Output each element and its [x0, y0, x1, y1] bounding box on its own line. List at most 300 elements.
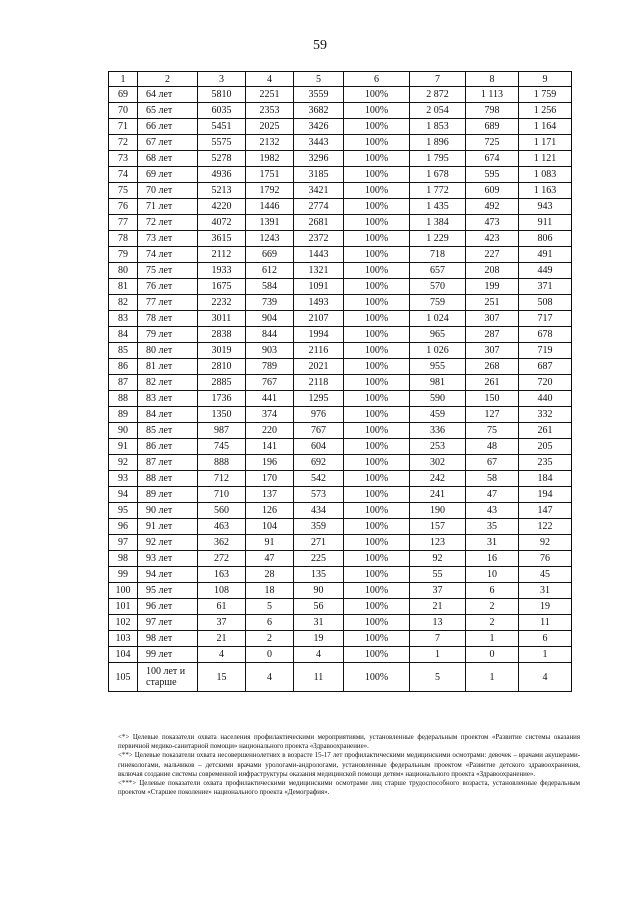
age-cell: 99 лет [138, 647, 198, 663]
value-cell: 1295 [294, 391, 344, 407]
value-cell: 100% [344, 407, 410, 423]
row-number-cell: 87 [109, 375, 138, 391]
value-cell: 100% [344, 487, 410, 503]
value-cell: 595 [466, 167, 519, 183]
value-cell: 3682 [294, 103, 344, 119]
value-cell: 678 [519, 327, 572, 343]
value-cell: 725 [466, 135, 519, 151]
value-cell: 2 054 [410, 103, 466, 119]
table-row [109, 135, 572, 151]
value-cell: 976 [294, 407, 344, 423]
age-cell: 77 лет [138, 295, 198, 311]
age-cell: 79 лет [138, 327, 198, 343]
value-cell: 2 [246, 631, 294, 647]
value-cell: 1 024 [410, 311, 466, 327]
row-number-cell: 82 [109, 295, 138, 311]
age-cell: 95 лет [138, 583, 198, 599]
age-cell: 81 лет [138, 359, 198, 375]
value-cell: 302 [410, 455, 466, 471]
value-cell: 2116 [294, 343, 344, 359]
value-cell: 955 [410, 359, 466, 375]
value-cell: 47 [466, 487, 519, 503]
value-cell: 6 [466, 583, 519, 599]
age-cell: 84 лет [138, 407, 198, 423]
age-cell: 80 лет [138, 343, 198, 359]
table-row [109, 423, 572, 439]
value-cell: 1 026 [410, 343, 466, 359]
value-cell: 767 [294, 423, 344, 439]
value-cell: 251 [466, 295, 519, 311]
data-table [108, 71, 572, 692]
value-cell: 5 [246, 599, 294, 615]
value-cell: 100% [344, 327, 410, 343]
value-cell: 67 [466, 455, 519, 471]
age-cell: 66 лет [138, 119, 198, 135]
value-cell: 35 [466, 519, 519, 535]
row-number-cell: 104 [109, 647, 138, 663]
value-cell: 1 853 [410, 119, 466, 135]
value-cell: 21 [198, 631, 246, 647]
value-cell: 61 [198, 599, 246, 615]
value-cell: 307 [466, 343, 519, 359]
footnote: <**> Целевые показатели охвата несовершеннолетних в возрасте 15-17 лет профилактическими медицинскими осмотрами: девочек – врачами акушерами-гинекологами, мальчиков – детскими врачами урологами-андрологами, установленные федеральным проектом «Развитие детского здравоохранения, включая создание системы современной инфраструктуры оказания медицинской помощи детям» национального проекта «Здравоохранение». [118, 752, 580, 778]
value-cell: 1736 [198, 391, 246, 407]
value-cell: 225 [294, 551, 344, 567]
value-cell: 687 [519, 359, 572, 375]
header-cell: 8 [466, 72, 519, 87]
age-cell: 92 лет [138, 535, 198, 551]
table-row [109, 535, 572, 551]
row-number-cell: 73 [109, 151, 138, 167]
age-cell: 98 лет [138, 631, 198, 647]
value-cell: 28 [246, 567, 294, 583]
row-number-cell: 75 [109, 183, 138, 199]
value-cell: 371 [519, 279, 572, 295]
table-row [109, 599, 572, 615]
footnote: <*> Целевые показатели охвата населения профилактическими мероприятиями, установленные федеральным проектом «Развитие системы оказания первичной медико-санитарной помощи» национального проекта «Здравоохранение». [118, 734, 580, 751]
age-cell: 89 лет [138, 487, 198, 503]
table-row [109, 231, 572, 247]
table-row [109, 631, 572, 647]
value-cell: 2 872 [410, 87, 466, 103]
value-cell: 911 [519, 215, 572, 231]
value-cell: 604 [294, 439, 344, 455]
value-cell: 15 [198, 663, 246, 692]
value-cell: 888 [198, 455, 246, 471]
value-cell: 332 [519, 407, 572, 423]
value-cell: 6035 [198, 103, 246, 119]
table-row [109, 615, 572, 631]
value-cell: 3011 [198, 311, 246, 327]
row-number-cell: 78 [109, 231, 138, 247]
row-number-cell: 74 [109, 167, 138, 183]
value-cell: 657 [410, 263, 466, 279]
row-number-cell: 94 [109, 487, 138, 503]
value-cell: 220 [246, 423, 294, 439]
value-cell: 1443 [294, 247, 344, 263]
value-cell: 122 [519, 519, 572, 535]
value-cell: 100% [344, 135, 410, 151]
age-cell: 65 лет [138, 103, 198, 119]
row-number-cell: 70 [109, 103, 138, 119]
value-cell: 5451 [198, 119, 246, 135]
value-cell: 739 [246, 295, 294, 311]
value-cell: 590 [410, 391, 466, 407]
table-row [109, 247, 572, 263]
value-cell: 459 [410, 407, 466, 423]
value-cell: 91 [246, 535, 294, 551]
value-cell: 100% [344, 215, 410, 231]
value-cell: 100% [344, 87, 410, 103]
value-cell: 1321 [294, 263, 344, 279]
value-cell: 2838 [198, 327, 246, 343]
value-cell: 609 [466, 183, 519, 199]
value-cell: 242 [410, 471, 466, 487]
value-cell: 37 [198, 615, 246, 631]
value-cell: 100% [344, 439, 410, 455]
value-cell: 11 [519, 615, 572, 631]
value-cell: 5 [410, 663, 466, 692]
value-cell: 3615 [198, 231, 246, 247]
row-number-cell: 71 [109, 119, 138, 135]
header-cell: 5 [294, 72, 344, 87]
age-cell: 91 лет [138, 519, 198, 535]
value-cell: 1933 [198, 263, 246, 279]
value-cell: 31 [294, 615, 344, 631]
value-cell: 4 [294, 647, 344, 663]
value-cell: 253 [410, 439, 466, 455]
value-cell: 719 [519, 343, 572, 359]
age-cell: 71 лет [138, 199, 198, 215]
age-cell: 70 лет [138, 183, 198, 199]
value-cell: 100% [344, 583, 410, 599]
row-number-cell: 81 [109, 279, 138, 295]
value-cell: 2885 [198, 375, 246, 391]
table-row [109, 503, 572, 519]
age-cell: 83 лет [138, 391, 198, 407]
value-cell: 789 [246, 359, 294, 375]
age-cell: 78 лет [138, 311, 198, 327]
value-cell: 48 [466, 439, 519, 455]
value-cell: 100% [344, 183, 410, 199]
table-row [109, 583, 572, 599]
value-cell: 170 [246, 471, 294, 487]
value-cell: 100% [344, 247, 410, 263]
row-number-cell: 93 [109, 471, 138, 487]
value-cell: 55 [410, 567, 466, 583]
row-number-cell: 96 [109, 519, 138, 535]
value-cell: 75 [466, 423, 519, 439]
table-row [109, 103, 572, 119]
value-cell: 1994 [294, 327, 344, 343]
age-cell: 74 лет [138, 247, 198, 263]
value-cell: 2810 [198, 359, 246, 375]
value-cell: 261 [466, 375, 519, 391]
row-number-cell: 97 [109, 535, 138, 551]
value-cell: 19 [294, 631, 344, 647]
value-cell: 767 [246, 375, 294, 391]
table-row [109, 183, 572, 199]
value-cell: 560 [198, 503, 246, 519]
value-cell: 157 [410, 519, 466, 535]
page-number: 59 [313, 38, 327, 53]
value-cell: 2681 [294, 215, 344, 231]
value-cell: 241 [410, 487, 466, 503]
value-cell: 1 678 [410, 167, 466, 183]
footnotes [118, 733, 580, 797]
header-cell: 4 [246, 72, 294, 87]
value-cell: 434 [294, 503, 344, 519]
value-cell: 2132 [246, 135, 294, 151]
value-cell: 508 [519, 295, 572, 311]
value-cell: 100% [344, 391, 410, 407]
value-cell: 100% [344, 231, 410, 247]
value-cell: 712 [198, 471, 246, 487]
value-cell: 1 171 [519, 135, 572, 151]
value-cell: 205 [519, 439, 572, 455]
value-cell: 2251 [246, 87, 294, 103]
value-cell: 473 [466, 215, 519, 231]
row-number-cell: 101 [109, 599, 138, 615]
value-cell: 1 113 [466, 87, 519, 103]
value-cell: 43 [466, 503, 519, 519]
value-cell: 100% [344, 311, 410, 327]
value-cell: 903 [246, 343, 294, 359]
row-number-cell: 92 [109, 455, 138, 471]
value-cell: 1792 [246, 183, 294, 199]
header-cell: 1 [109, 72, 138, 87]
value-cell: 199 [466, 279, 519, 295]
header-cell: 2 [138, 72, 198, 87]
age-cell: 86 лет [138, 439, 198, 455]
table-row [109, 167, 572, 183]
value-cell: 669 [246, 247, 294, 263]
value-cell: 1 [466, 631, 519, 647]
value-cell: 47 [246, 551, 294, 567]
value-cell: 100% [344, 663, 410, 692]
value-cell: 150 [466, 391, 519, 407]
value-cell: 1 164 [519, 119, 572, 135]
age-cell: 75 лет [138, 263, 198, 279]
table-row [109, 119, 572, 135]
value-cell: 190 [410, 503, 466, 519]
value-cell: 1350 [198, 407, 246, 423]
value-cell: 3443 [294, 135, 344, 151]
value-cell: 100% [344, 359, 410, 375]
value-cell: 208 [466, 263, 519, 279]
value-cell: 196 [246, 455, 294, 471]
value-cell: 100% [344, 551, 410, 567]
value-cell: 6 [519, 631, 572, 647]
row-number-cell: 84 [109, 327, 138, 343]
value-cell: 11 [294, 663, 344, 692]
age-cell: 67 лет [138, 135, 198, 151]
value-cell: 126 [246, 503, 294, 519]
row-number-cell: 90 [109, 423, 138, 439]
value-cell: 717 [519, 311, 572, 327]
value-cell: 720 [519, 375, 572, 391]
value-cell: 2021 [294, 359, 344, 375]
value-cell: 542 [294, 471, 344, 487]
value-cell: 147 [519, 503, 572, 519]
value-cell: 1 384 [410, 215, 466, 231]
value-cell: 1391 [246, 215, 294, 231]
value-cell: 689 [466, 119, 519, 135]
age-cell: 97 лет [138, 615, 198, 631]
value-cell: 1 163 [519, 183, 572, 199]
value-cell: 100% [344, 631, 410, 647]
value-cell: 423 [466, 231, 519, 247]
value-cell: 108 [198, 583, 246, 599]
row-number-cell: 79 [109, 247, 138, 263]
footnote: <***> Целевые показатели охвата профилактическими медицинскими осмотрами лиц старше трудоспособного возраста, установленные федеральным проектом «Старшее поколение» национального проекта «Демография». [118, 780, 580, 797]
value-cell: 184 [519, 471, 572, 487]
age-cell: 96 лет [138, 599, 198, 615]
value-cell: 1 896 [410, 135, 466, 151]
value-cell: 584 [246, 279, 294, 295]
value-cell: 5575 [198, 135, 246, 151]
value-cell: 2 [466, 599, 519, 615]
value-cell: 100% [344, 471, 410, 487]
value-cell: 2 [466, 615, 519, 631]
row-number-cell: 85 [109, 343, 138, 359]
value-cell: 692 [294, 455, 344, 471]
value-cell: 13 [410, 615, 466, 631]
value-cell: 307 [466, 311, 519, 327]
value-cell: 163 [198, 567, 246, 583]
value-cell: 1 121 [519, 151, 572, 167]
value-cell: 100% [344, 295, 410, 311]
value-cell: 981 [410, 375, 466, 391]
value-cell: 100% [344, 519, 410, 535]
value-cell: 21 [410, 599, 466, 615]
value-cell: 31 [519, 583, 572, 599]
value-cell: 1 759 [519, 87, 572, 103]
value-cell: 1982 [246, 151, 294, 167]
value-cell: 1 772 [410, 183, 466, 199]
value-cell: 1 256 [519, 103, 572, 119]
value-cell: 272 [198, 551, 246, 567]
value-cell: 5278 [198, 151, 246, 167]
value-cell: 987 [198, 423, 246, 439]
value-cell: 2774 [294, 199, 344, 215]
value-cell: 4072 [198, 215, 246, 231]
value-cell: 4 [519, 663, 572, 692]
value-cell: 674 [466, 151, 519, 167]
value-cell: 1 795 [410, 151, 466, 167]
value-cell: 261 [519, 423, 572, 439]
value-cell: 2372 [294, 231, 344, 247]
value-cell: 3185 [294, 167, 344, 183]
age-cell: 88 лет [138, 471, 198, 487]
row-number-cell: 102 [109, 615, 138, 631]
value-cell: 100% [344, 343, 410, 359]
value-cell: 100% [344, 375, 410, 391]
value-cell: 798 [466, 103, 519, 119]
value-cell: 3019 [198, 343, 246, 359]
value-cell: 2232 [198, 295, 246, 311]
value-cell: 3426 [294, 119, 344, 135]
value-cell: 1446 [246, 199, 294, 215]
row-number-cell: 91 [109, 439, 138, 455]
value-cell: 2107 [294, 311, 344, 327]
value-cell: 123 [410, 535, 466, 551]
header-cell: 9 [519, 72, 572, 87]
value-cell: 0 [246, 647, 294, 663]
value-cell: 268 [466, 359, 519, 375]
value-cell: 235 [519, 455, 572, 471]
value-cell: 806 [519, 231, 572, 247]
value-cell: 1 083 [519, 167, 572, 183]
value-cell: 287 [466, 327, 519, 343]
header-cell: 6 [344, 72, 410, 87]
value-cell: 570 [410, 279, 466, 295]
value-cell: 104 [246, 519, 294, 535]
value-cell: 441 [246, 391, 294, 407]
value-cell: 463 [198, 519, 246, 535]
row-number-cell: 83 [109, 311, 138, 327]
table-row [109, 375, 572, 391]
header-cell: 3 [198, 72, 246, 87]
value-cell: 1751 [246, 167, 294, 183]
value-cell: 100% [344, 647, 410, 663]
table-row [109, 263, 572, 279]
age-cell: 64 лет [138, 87, 198, 103]
table-row [109, 567, 572, 583]
value-cell: 45 [519, 567, 572, 583]
value-cell: 1493 [294, 295, 344, 311]
row-number-cell: 77 [109, 215, 138, 231]
header-cell: 7 [410, 72, 466, 87]
value-cell: 4220 [198, 199, 246, 215]
value-cell: 5213 [198, 183, 246, 199]
value-cell: 965 [410, 327, 466, 343]
value-cell: 16 [466, 551, 519, 567]
row-number-cell: 80 [109, 263, 138, 279]
value-cell: 759 [410, 295, 466, 311]
age-cell: 82 лет [138, 375, 198, 391]
age-cell: 72 лет [138, 215, 198, 231]
value-cell: 100% [344, 423, 410, 439]
value-cell: 92 [410, 551, 466, 567]
table-row [109, 151, 572, 167]
row-number-cell: 69 [109, 87, 138, 103]
value-cell: 2112 [198, 247, 246, 263]
table-row [109, 663, 572, 692]
value-cell: 943 [519, 199, 572, 215]
value-cell: 18 [246, 583, 294, 599]
value-cell: 1243 [246, 231, 294, 247]
age-cell: 85 лет [138, 423, 198, 439]
value-cell: 844 [246, 327, 294, 343]
table-row [109, 87, 572, 103]
value-cell: 100% [344, 503, 410, 519]
row-number-cell: 72 [109, 135, 138, 151]
value-cell: 4936 [198, 167, 246, 183]
value-cell: 2025 [246, 119, 294, 135]
row-number-cell: 88 [109, 391, 138, 407]
table-row [109, 519, 572, 535]
value-cell: 58 [466, 471, 519, 487]
value-cell: 92 [519, 535, 572, 551]
value-cell: 573 [294, 487, 344, 503]
value-cell: 1 229 [410, 231, 466, 247]
value-cell: 492 [466, 199, 519, 215]
age-cell: 100 лет и старше [138, 663, 198, 692]
value-cell: 4 [198, 647, 246, 663]
table-row [109, 439, 572, 455]
value-cell: 612 [246, 263, 294, 279]
